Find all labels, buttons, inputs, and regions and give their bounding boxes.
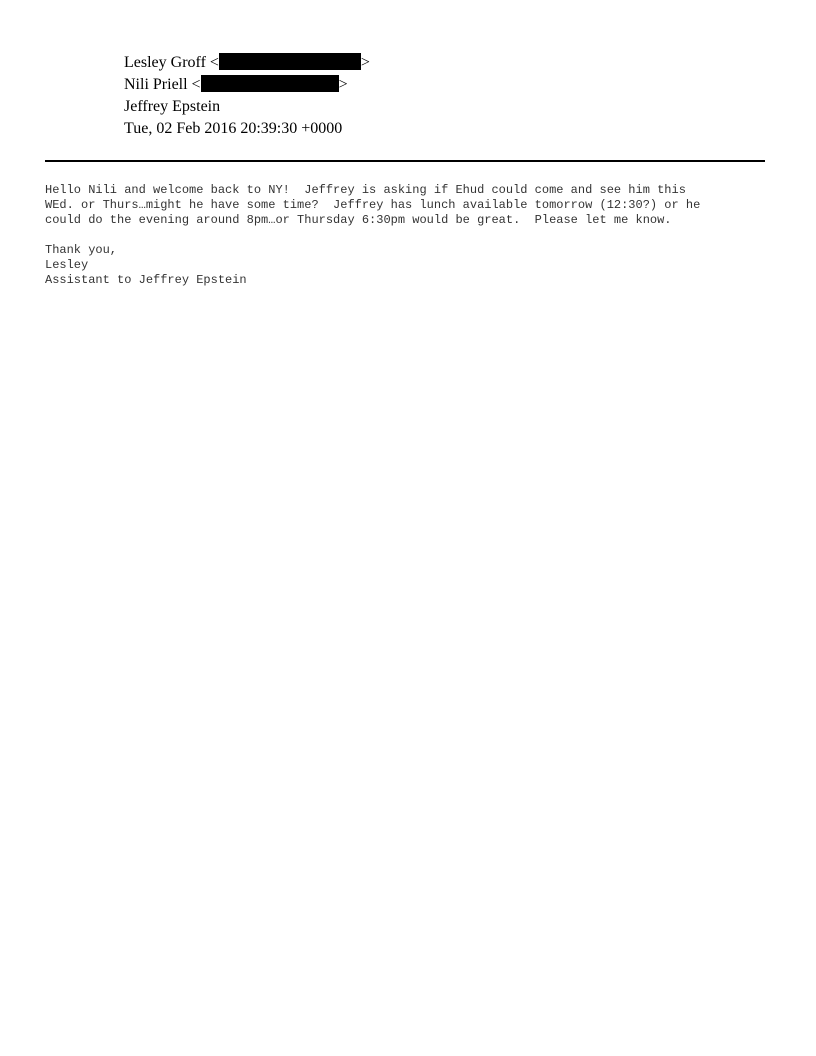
date-value: Tue, 02 Feb 2016 20:39:30 +0000 — [124, 120, 343, 137]
redaction-box — [219, 53, 361, 70]
signature-title: Assistant to Jeffrey Epstein — [45, 273, 247, 287]
header-divider — [45, 160, 765, 162]
closing-line: Thank you, — [45, 243, 118, 257]
to-close-bracket: > — [338, 76, 348, 93]
from-value — [124, 52, 370, 74]
from-close-bracket: > — [360, 54, 370, 71]
body-line: Hello Nili and welcome back to NY! Jeffrey is asking if Ehud could come and see him this — [45, 183, 686, 197]
email-body — [45, 183, 785, 288]
body-line: WEd. or Thurs…might he have some time? Jeffrey has lunch available tomorrow (12:30?) or he — [45, 198, 701, 212]
to-name: Nili Priell < — [124, 76, 201, 93]
to-value — [124, 74, 348, 96]
redaction-box — [201, 75, 339, 92]
paragraph-spacer — [45, 228, 785, 243]
from-name: Lesley Groff < — [124, 54, 219, 71]
body-line: could do the evening around 8pm…or Thursday 6:30pm would be great. Please let me know. — [45, 213, 672, 227]
subject-value: Jeffrey Epstein — [124, 98, 221, 115]
signature-name: Lesley — [45, 258, 89, 272]
